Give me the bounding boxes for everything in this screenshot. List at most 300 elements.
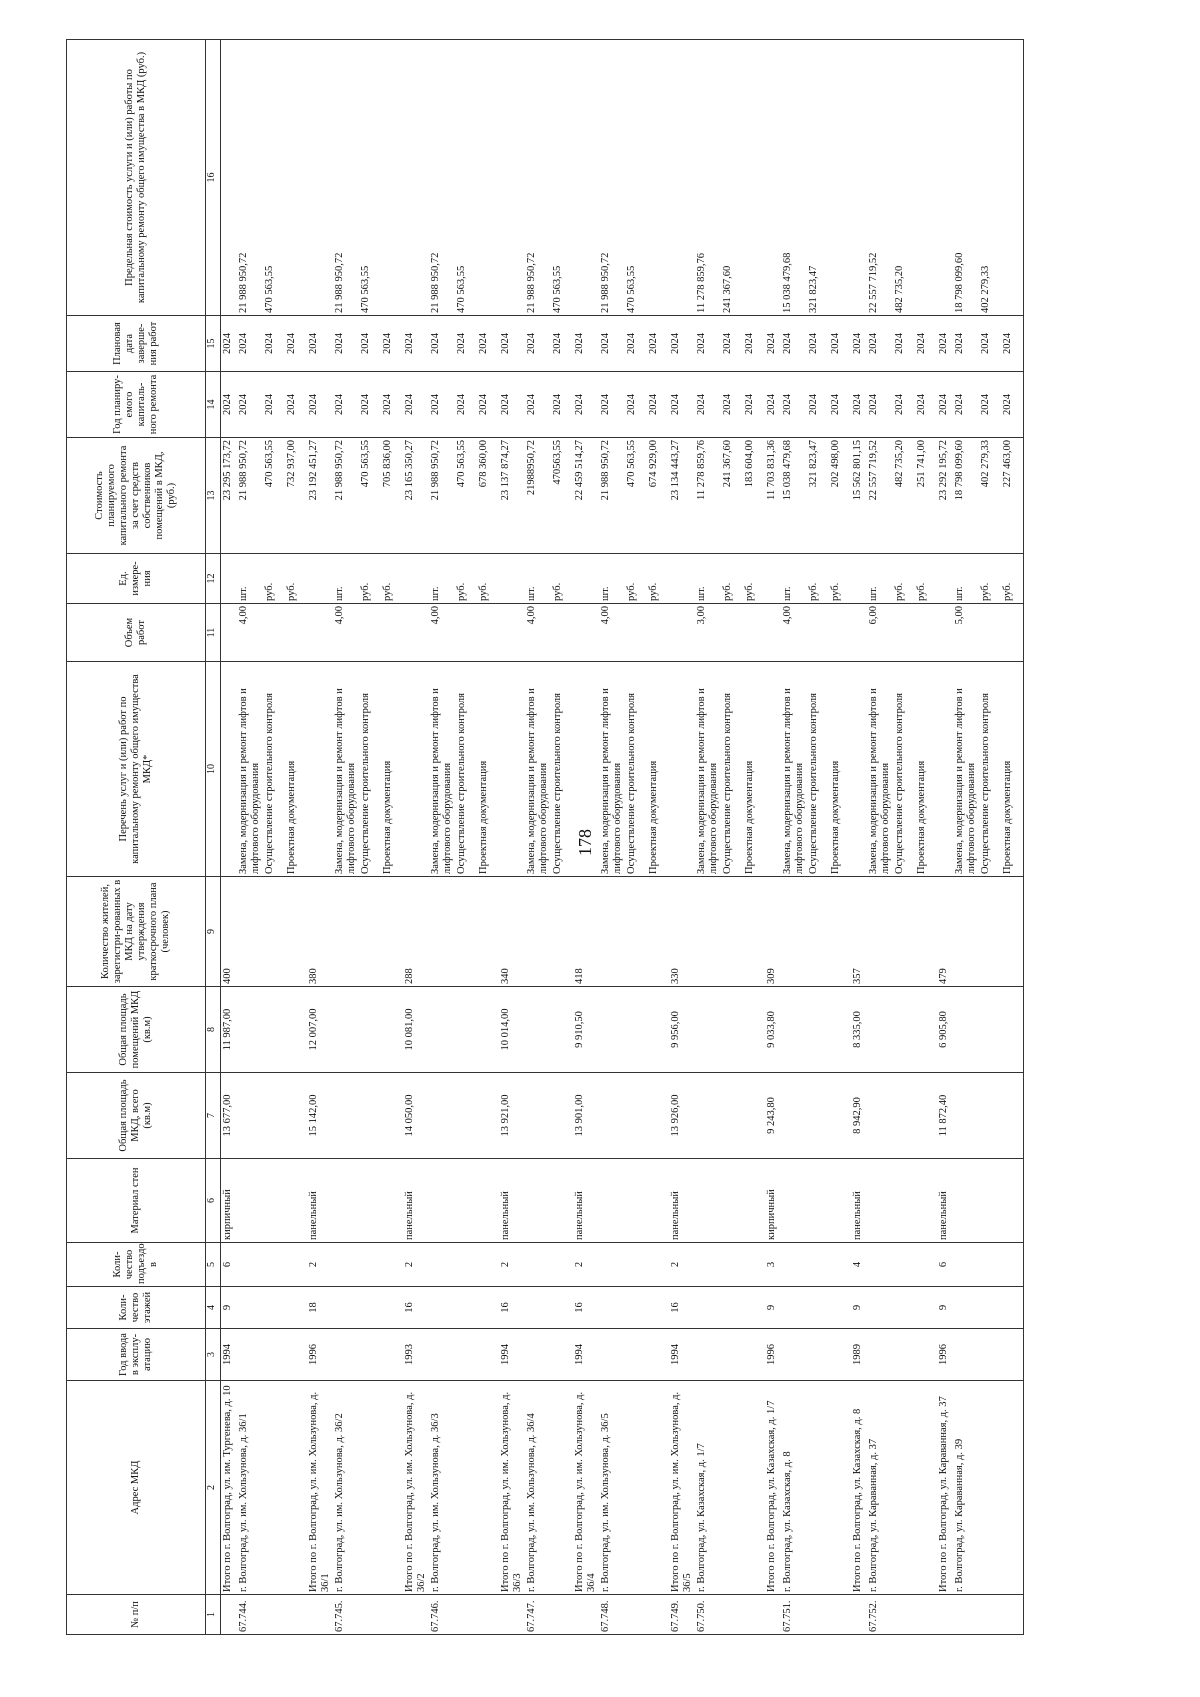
- year-built-cell: [867, 1329, 893, 1381]
- entrances-cell: [979, 1243, 1001, 1287]
- wall-material-cell: [979, 1159, 1001, 1243]
- total-row: [499, 40, 525, 1635]
- row-number-cell: [625, 1595, 647, 1635]
- row-number-cell: [221, 1595, 238, 1635]
- premises-area-cell: [285, 987, 307, 1073]
- planned-cost-cell: 22 459 514,27: [573, 438, 599, 554]
- planned-cost-cell: 23 292 195,72: [937, 438, 953, 554]
- completion-date-cell: 2024: [867, 316, 893, 372]
- unit-cell: [499, 554, 525, 604]
- planned-year-cell: 2024: [953, 372, 979, 438]
- floors-cell: 18: [307, 1287, 333, 1329]
- floors-cell: 9: [765, 1287, 781, 1329]
- premises-area-cell: [807, 987, 829, 1073]
- work-volume-cell: [915, 604, 937, 662]
- address-cell: [979, 1381, 1001, 1595]
- floors-cell: [525, 1287, 551, 1329]
- work-volume-cell: [359, 604, 381, 662]
- unit-cell: руб.: [807, 554, 829, 604]
- row-number-cell: [765, 1595, 781, 1635]
- limit-cost-cell: 15 038 479,68: [781, 40, 807, 316]
- work-volume-cell: [455, 604, 477, 662]
- year-built-cell: [953, 1329, 979, 1381]
- completion-date-cell: 2024: [307, 316, 333, 372]
- premises-area-cell: [743, 987, 765, 1073]
- total-area-cell: 8 942,90: [851, 1073, 867, 1159]
- limit-cost-cell: [307, 40, 333, 316]
- work-description-cell: Осуществление строительного контроля: [625, 662, 647, 877]
- entrances-cell: 2: [573, 1243, 599, 1287]
- planned-year-cell: 2024: [781, 372, 807, 438]
- work-description-cell: Осуществление строительного контроля: [359, 662, 381, 877]
- total-area-cell: [915, 1073, 937, 1159]
- unit-cell: шт.: [867, 554, 893, 604]
- work-description-cell: Проектная документация: [743, 662, 765, 877]
- column-header: Количество жителей, зарегистри-рованных в МКД на дату утверждения краткосрочного плана (человек): [67, 877, 206, 987]
- row-number-cell: [477, 1595, 499, 1635]
- table-row: [893, 40, 915, 1635]
- wall-material-cell: панельный: [573, 1159, 599, 1243]
- planned-cost-cell: 18 798 099,60: [953, 438, 979, 554]
- residents-cell: [237, 877, 263, 987]
- completion-date-cell: 2024: [695, 316, 721, 372]
- limit-cost-cell: [937, 40, 953, 316]
- work-description-cell: Замена, модернизация и ремонт лифтов и лифтового оборудования: [429, 662, 455, 877]
- address-cell: Итого по г. Волгоград, ул. им. Тургенева, д. 10: [221, 1381, 238, 1595]
- column-header: Год ввода в эксплу-атацию: [67, 1329, 206, 1381]
- planned-year-cell: 2024: [359, 372, 381, 438]
- premises-area-cell: [477, 987, 499, 1073]
- wall-material-cell: [807, 1159, 829, 1243]
- entrances-cell: [647, 1243, 669, 1287]
- column-header: Перечень услуг и (или) работ по капитальному ремонту общего имущества МКД*: [67, 662, 206, 877]
- unit-cell: шт.: [237, 554, 263, 604]
- planned-year-cell: 2024: [599, 372, 625, 438]
- floors-cell: 16: [669, 1287, 695, 1329]
- header-row: [67, 40, 206, 1635]
- total-area-cell: [647, 1073, 669, 1159]
- column-number: 4: [206, 1287, 221, 1329]
- table-row: [285, 40, 307, 1635]
- residents-cell: [647, 877, 669, 987]
- unit-cell: руб.: [263, 554, 285, 604]
- total-area-cell: 9 243,80: [765, 1073, 781, 1159]
- total-area-cell: 13 921,00: [499, 1073, 525, 1159]
- premises-area-cell: [781, 987, 807, 1073]
- column-header: Плановая дата заверше-ния работ: [67, 316, 206, 372]
- unit-cell: руб.: [381, 554, 403, 604]
- planned-cost-cell: 15 562 801,15: [851, 438, 867, 554]
- completion-date-cell: 2024: [381, 316, 403, 372]
- work-volume-cell: [1001, 604, 1024, 662]
- column-number: 15: [206, 316, 221, 372]
- address-cell: Итого по г. Волгоград, ул. им. Хользунова, д. 36/4: [573, 1381, 599, 1595]
- entrances-cell: [263, 1243, 285, 1287]
- work-volume-cell: 4,00: [429, 604, 455, 662]
- unit-cell: [765, 554, 781, 604]
- planned-year-cell: 2024: [285, 372, 307, 438]
- row-number-cell: [953, 1595, 979, 1635]
- work-volume-cell: [381, 604, 403, 662]
- table-row: [829, 40, 851, 1635]
- floors-cell: [429, 1287, 455, 1329]
- work-description-cell: Осуществление строительного контроля: [807, 662, 829, 877]
- planned-year-cell: 2024: [765, 372, 781, 438]
- address-cell: [807, 1381, 829, 1595]
- entrances-cell: [781, 1243, 807, 1287]
- entrances-cell: [953, 1243, 979, 1287]
- unit-cell: шт.: [599, 554, 625, 604]
- year-built-cell: [237, 1329, 263, 1381]
- wall-material-cell: [915, 1159, 937, 1243]
- completion-date-cell: 2024: [359, 316, 381, 372]
- planned-cost-cell: 321 823,47: [807, 438, 829, 554]
- residents-cell: [263, 877, 285, 987]
- premises-area-cell: [953, 987, 979, 1073]
- table-row: [237, 40, 263, 1635]
- row-number-cell: [829, 1595, 851, 1635]
- planned-cost-cell: 470563,55: [551, 438, 573, 554]
- row-number-cell: 67.751.: [781, 1595, 807, 1635]
- year-built-cell: 1993: [403, 1329, 429, 1381]
- address-cell: Итого по г. Волгоград, ул. им. Хользунова, д. 36/5: [669, 1381, 695, 1595]
- floors-cell: [915, 1287, 937, 1329]
- year-built-cell: [263, 1329, 285, 1381]
- column-header: Общая площадь МКД, всего (кв.м): [67, 1073, 206, 1159]
- planned-year-cell: 2024: [403, 372, 429, 438]
- row-number-cell: 67.749.: [669, 1595, 695, 1635]
- entrances-cell: [807, 1243, 829, 1287]
- address-cell: [647, 1381, 669, 1595]
- page-number: 178: [575, 829, 595, 856]
- unit-cell: [851, 554, 867, 604]
- wall-material-cell: [953, 1159, 979, 1243]
- row-number-cell: [1001, 1595, 1024, 1635]
- wall-material-cell: [333, 1159, 359, 1243]
- work-volume-cell: [285, 604, 307, 662]
- planned-year-cell: 2024: [867, 372, 893, 438]
- work-description-cell: [765, 662, 781, 877]
- year-built-cell: [807, 1329, 829, 1381]
- floors-cell: [625, 1287, 647, 1329]
- entrances-cell: [893, 1243, 915, 1287]
- row-number-cell: [307, 1595, 333, 1635]
- address-cell: г. Волгоград, ул. Казахская, д. 8: [781, 1381, 807, 1595]
- premises-area-cell: [893, 987, 915, 1073]
- completion-date-cell: 2024: [237, 316, 263, 372]
- floors-cell: 16: [403, 1287, 429, 1329]
- row-number-cell: [893, 1595, 915, 1635]
- completion-date-cell: 2024: [499, 316, 525, 372]
- table-row: [381, 40, 403, 1635]
- residents-cell: [867, 877, 893, 987]
- planned-cost-cell: 11 278 859,76: [695, 438, 721, 554]
- column-header: Ед. измере-ния: [67, 554, 206, 604]
- entrances-cell: [359, 1243, 381, 1287]
- row-number-cell: [263, 1595, 285, 1635]
- unit-cell: [221, 554, 238, 604]
- residents-cell: [721, 877, 743, 987]
- wall-material-cell: [599, 1159, 625, 1243]
- year-built-cell: [599, 1329, 625, 1381]
- limit-cost-cell: [403, 40, 429, 316]
- planned-year-cell: 2024: [551, 372, 573, 438]
- premises-area-cell: 10 081,00: [403, 987, 429, 1073]
- premises-area-cell: [599, 987, 625, 1073]
- row-number-cell: 67.748.: [599, 1595, 625, 1635]
- planned-cost-cell: 23 192 451,27: [307, 438, 333, 554]
- work-volume-cell: 4,00: [781, 604, 807, 662]
- planned-cost-cell: 402 279,33: [979, 438, 1001, 554]
- row-number-cell: [455, 1595, 477, 1635]
- residents-cell: 418: [573, 877, 599, 987]
- limit-cost-cell: [851, 40, 867, 316]
- premises-area-cell: [1001, 987, 1024, 1073]
- completion-date-cell: 2024: [263, 316, 285, 372]
- premises-area-cell: 12 007,00: [307, 987, 333, 1073]
- residents-cell: [429, 877, 455, 987]
- row-number-cell: 67.745.: [333, 1595, 359, 1635]
- limit-cost-cell: [669, 40, 695, 316]
- entrances-cell: 6: [937, 1243, 953, 1287]
- total-area-cell: [237, 1073, 263, 1159]
- wall-material-cell: [477, 1159, 499, 1243]
- address-cell: г. Волгоград, ул. им. Хользунова, д. 36/4: [525, 1381, 551, 1595]
- planned-year-cell: 2024: [307, 372, 333, 438]
- limit-cost-cell: 470 563,55: [625, 40, 647, 316]
- completion-date-cell: 2024: [851, 316, 867, 372]
- address-cell: [285, 1381, 307, 1595]
- planned-year-cell: 2024: [1001, 372, 1024, 438]
- wall-material-cell: [381, 1159, 403, 1243]
- rotated-table-wrapper: [66, 40, 1200, 1635]
- table-row: [807, 40, 829, 1635]
- planned-year-cell: 2024: [381, 372, 403, 438]
- wall-material-cell: [237, 1159, 263, 1243]
- address-cell: [455, 1381, 477, 1595]
- entrances-cell: 6: [221, 1243, 238, 1287]
- work-description-cell: Замена, модернизация и ремонт лифтов и лифтового оборудования: [781, 662, 807, 877]
- year-built-cell: [893, 1329, 915, 1381]
- year-built-cell: [915, 1329, 937, 1381]
- unit-cell: руб.: [551, 554, 573, 604]
- limit-cost-cell: [573, 40, 599, 316]
- unit-cell: руб.: [477, 554, 499, 604]
- work-description-cell: [499, 662, 525, 877]
- premises-area-cell: 9 910,50: [573, 987, 599, 1073]
- column-number: 5: [206, 1243, 221, 1287]
- wall-material-cell: [625, 1159, 647, 1243]
- work-volume-cell: [625, 604, 647, 662]
- work-description-cell: Проектная документация: [285, 662, 307, 877]
- residents-cell: 357: [851, 877, 867, 987]
- work-volume-cell: [477, 604, 499, 662]
- wall-material-cell: [285, 1159, 307, 1243]
- work-volume-cell: [765, 604, 781, 662]
- table-row: [333, 40, 359, 1635]
- table-row: [599, 40, 625, 1635]
- work-volume-cell: [851, 604, 867, 662]
- premises-area-cell: [455, 987, 477, 1073]
- year-built-cell: [721, 1329, 743, 1381]
- total-area-cell: [743, 1073, 765, 1159]
- column-number: 3: [206, 1329, 221, 1381]
- entrances-cell: [915, 1243, 937, 1287]
- floors-cell: [381, 1287, 403, 1329]
- row-number-cell: [851, 1595, 867, 1635]
- completion-date-cell: 2024: [669, 316, 695, 372]
- unit-cell: шт.: [525, 554, 551, 604]
- address-cell: Итого по г. Волгоград, ул. Караванная, д. 37: [937, 1381, 953, 1595]
- limit-cost-cell: [647, 40, 669, 316]
- planned-year-cell: 2024: [695, 372, 721, 438]
- planned-cost-cell: 21 988 950,72: [429, 438, 455, 554]
- residents-cell: [1001, 877, 1024, 987]
- floors-cell: [333, 1287, 359, 1329]
- premises-area-cell: [625, 987, 647, 1073]
- completion-date-cell: 2024: [477, 316, 499, 372]
- work-description-cell: [669, 662, 695, 877]
- unit-cell: руб.: [829, 554, 851, 604]
- entrances-cell: [285, 1243, 307, 1287]
- limit-cost-cell: [381, 40, 403, 316]
- completion-date-cell: 2024: [937, 316, 953, 372]
- residents-cell: [285, 877, 307, 987]
- completion-date-cell: 2024: [1001, 316, 1024, 372]
- column-header: Предельная стоимость услуги и (или) работы по капитальному ремонту общего имущества в МКД (руб.): [67, 40, 206, 316]
- floors-cell: [647, 1287, 669, 1329]
- total-area-cell: [781, 1073, 807, 1159]
- row-number-cell: 67.752.: [867, 1595, 893, 1635]
- work-description-cell: Проектная документация: [915, 662, 937, 877]
- table-row: [953, 40, 979, 1635]
- floors-cell: 16: [499, 1287, 525, 1329]
- capital-repair-table: [66, 39, 1024, 1635]
- year-built-cell: [625, 1329, 647, 1381]
- total-area-cell: [551, 1073, 573, 1159]
- limit-cost-cell: [743, 40, 765, 316]
- limit-cost-cell: 21 988 950,72: [525, 40, 551, 316]
- table-row: [915, 40, 937, 1635]
- planned-year-cell: 2024: [221, 372, 238, 438]
- entrances-cell: [525, 1243, 551, 1287]
- premises-area-cell: [237, 987, 263, 1073]
- completion-date-cell: 2024: [429, 316, 455, 372]
- total-row: [669, 40, 695, 1635]
- unit-cell: руб.: [455, 554, 477, 604]
- wall-material-cell: [429, 1159, 455, 1243]
- residents-cell: [551, 877, 573, 987]
- residents-cell: [915, 877, 937, 987]
- work-volume-cell: [647, 604, 669, 662]
- floors-cell: [285, 1287, 307, 1329]
- floors-cell: [237, 1287, 263, 1329]
- row-number-cell: [743, 1595, 765, 1635]
- total-area-cell: [953, 1073, 979, 1159]
- address-cell: г. Волгоград, ул. Караванная, д. 37: [867, 1381, 893, 1595]
- column-number: 2: [206, 1381, 221, 1595]
- year-built-cell: [285, 1329, 307, 1381]
- limit-cost-cell: 21 988 950,72: [237, 40, 263, 316]
- work-volume-cell: [307, 604, 333, 662]
- floors-cell: [953, 1287, 979, 1329]
- work-volume-cell: 6,00: [867, 604, 893, 662]
- premises-area-cell: 9 033,80: [765, 987, 781, 1073]
- wall-material-cell: [359, 1159, 381, 1243]
- completion-date-cell: 2024: [221, 316, 238, 372]
- total-row: [307, 40, 333, 1635]
- total-area-cell: 14 050,00: [403, 1073, 429, 1159]
- planned-cost-cell: 470 563,55: [455, 438, 477, 554]
- address-cell: г. Волгоград, ул. Караванная, д. 39: [953, 1381, 979, 1595]
- limit-cost-cell: 21 988 950,72: [333, 40, 359, 316]
- floors-cell: 9: [221, 1287, 238, 1329]
- row-number-cell: 67.750.: [695, 1595, 721, 1635]
- address-cell: г. Волгоград, ул. им. Хользунова, д. 36/3: [429, 1381, 455, 1595]
- completion-date-cell: 2024: [893, 316, 915, 372]
- work-description-cell: [221, 662, 238, 877]
- completion-date-cell: 2024: [625, 316, 647, 372]
- table-row: [979, 40, 1001, 1635]
- total-area-cell: 15 142,00: [307, 1073, 333, 1159]
- row-number-cell: [807, 1595, 829, 1635]
- row-number-cell: 67.746.: [429, 1595, 455, 1635]
- completion-date-cell: 2024: [721, 316, 743, 372]
- planned-cost-cell: 183 604,00: [743, 438, 765, 554]
- residents-cell: [381, 877, 403, 987]
- planned-cost-cell: 21988950,72: [525, 438, 551, 554]
- year-built-cell: 1994: [499, 1329, 525, 1381]
- planned-cost-cell: 482 735,20: [893, 438, 915, 554]
- column-header: Общая площадь помещений МКД (кв.м): [67, 987, 206, 1073]
- column-number-row: [206, 40, 221, 1635]
- year-built-cell: [455, 1329, 477, 1381]
- floors-cell: [829, 1287, 851, 1329]
- entrances-cell: 2: [499, 1243, 525, 1287]
- entrances-cell: [721, 1243, 743, 1287]
- entrances-cell: [237, 1243, 263, 1287]
- year-built-cell: [525, 1329, 551, 1381]
- total-area-cell: [829, 1073, 851, 1159]
- table-row: [263, 40, 285, 1635]
- column-header: Материал стен: [67, 1159, 206, 1243]
- total-row: [221, 40, 238, 1635]
- wall-material-cell: панельный: [499, 1159, 525, 1243]
- year-built-cell: [477, 1329, 499, 1381]
- wall-material-cell: [1001, 1159, 1024, 1243]
- year-built-cell: [695, 1329, 721, 1381]
- completion-date-cell: 2024: [455, 316, 477, 372]
- work-description-cell: Проектная документация: [477, 662, 499, 877]
- limit-cost-cell: 470 563,55: [263, 40, 285, 316]
- address-cell: [721, 1381, 743, 1595]
- address-cell: [263, 1381, 285, 1595]
- floors-cell: [263, 1287, 285, 1329]
- year-built-cell: [429, 1329, 455, 1381]
- address-cell: г. Волгоград, ул. им. Хользунова, д. 36/5: [599, 1381, 625, 1595]
- residents-cell: [695, 877, 721, 987]
- residents-cell: [359, 877, 381, 987]
- work-volume-cell: [979, 604, 1001, 662]
- residents-cell: 479: [937, 877, 953, 987]
- wall-material-cell: [781, 1159, 807, 1243]
- premises-area-cell: [333, 987, 359, 1073]
- year-built-cell: 1996: [307, 1329, 333, 1381]
- limit-cost-cell: 22 557 719,52: [867, 40, 893, 316]
- work-description-cell: [573, 662, 599, 877]
- planned-cost-cell: 23 134 443,27: [669, 438, 695, 554]
- column-header: Адрес МКД: [67, 1381, 206, 1595]
